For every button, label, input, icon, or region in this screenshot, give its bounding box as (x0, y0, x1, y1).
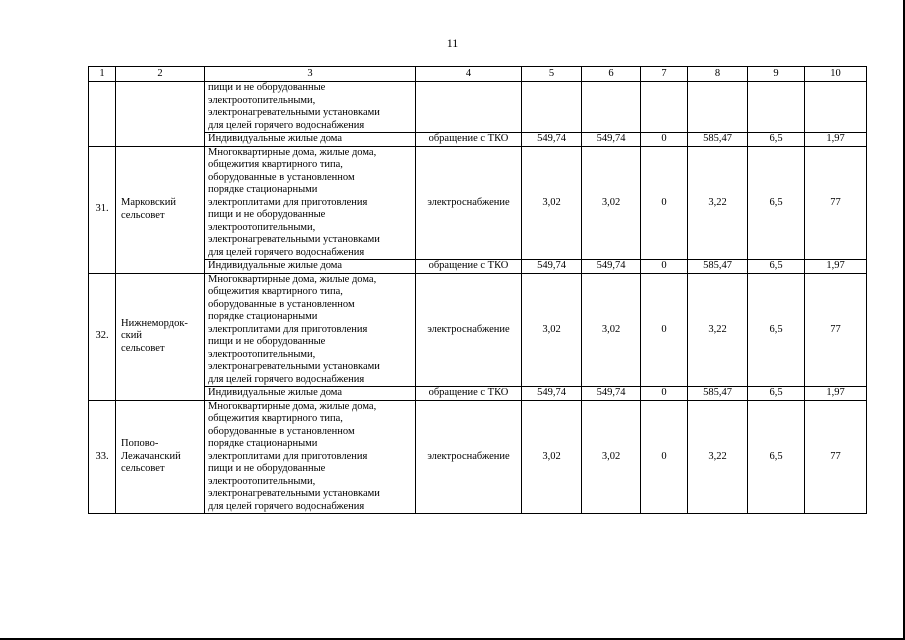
value-cell-v5: 3,02 (522, 400, 582, 514)
category-line: электроплитами для приготовления (208, 196, 368, 208)
value-cell-v7: 0 (641, 260, 688, 274)
column-header: 1 (89, 67, 116, 82)
category-line: Многоквартирные дома, жилые дома, (208, 273, 377, 285)
column-header: 10 (805, 67, 867, 82)
category-line: электронагревательными установками (208, 234, 380, 245)
utility-service: обращение с ТКО (416, 133, 522, 147)
category-line: Многоквартирные дома, жилые дома, (208, 146, 377, 158)
value-cell-v8: 585,47 (688, 133, 748, 147)
value-cell-v8 (688, 82, 748, 133)
category-line: электроплитами для приготовления (208, 450, 368, 462)
table-row (89, 82, 867, 133)
value-cell-v5: 549,74 (522, 260, 582, 274)
utility-service (416, 82, 522, 133)
category-line: электронагревательными установками (208, 488, 380, 499)
category-line: общежития квартирного типа, (208, 413, 343, 424)
table-body (89, 82, 867, 514)
consumer-category (205, 82, 416, 133)
value-cell-v5: 3,02 (522, 146, 582, 260)
settlement-name (116, 400, 205, 514)
column-header: 8 (688, 67, 748, 82)
category-line: Индивидуальные жилые дома (208, 387, 343, 398)
column-header: 5 (522, 67, 582, 82)
settlement-name (116, 146, 205, 273)
category-line: оборудованные в установленном (208, 298, 355, 310)
utility-service: обращение с ТКО (416, 260, 522, 274)
category-line: Многоквартирные дома, жилые дома, (208, 400, 377, 412)
settlement-name-line: Марковский (121, 197, 176, 208)
value-cell-v5: 3,02 (522, 273, 582, 387)
category-line: пищи и не оборудованные (208, 463, 326, 474)
value-cell-v10: 77 (805, 400, 867, 514)
value-cell-v6: 549,74 (582, 387, 641, 401)
category-line: пищи и не оборудованные (208, 209, 326, 220)
category-line: электронагревательными установками (208, 361, 380, 372)
value-cell-v7: 0 (641, 387, 688, 401)
value-cell-v9: 6,5 (748, 260, 805, 274)
value-cell-v8: 3,22 (688, 273, 748, 387)
column-header: 2 (116, 67, 205, 82)
value-cell-v10: 1,97 (805, 387, 867, 401)
value-cell-v7 (641, 82, 688, 133)
category-line: пищи и не оборудованные (208, 82, 326, 93)
settlement-name (116, 82, 205, 147)
value-cell-v8: 585,47 (688, 387, 748, 401)
value-cell-v10: 77 (805, 273, 867, 387)
column-header: 4 (416, 67, 522, 82)
category-line: порядке стационарными (208, 184, 318, 195)
utility-service: электроснабжение (416, 146, 522, 260)
category-line: оборудованные в установленном (208, 425, 355, 437)
category-line: электронагревательными установками (208, 107, 380, 118)
settlement-name-line: Нижнемордок- (121, 317, 188, 329)
table-row (89, 133, 867, 147)
value-cell-v9: 6,5 (748, 133, 805, 147)
consumer-category (205, 146, 416, 260)
category-line: электроотопительными, (208, 348, 316, 360)
category-line: электроотопительными, (208, 221, 316, 233)
value-cell-v10: 1,97 (805, 133, 867, 147)
value-cell-v9: 6,5 (748, 400, 805, 514)
consumer-category (205, 133, 416, 147)
settlement-name-line: сельсовет (121, 342, 165, 354)
value-cell-v6 (582, 82, 641, 133)
category-line: электроплитами для приготовления (208, 323, 368, 335)
category-line: для целей горячего водоснабжения (208, 119, 365, 131)
category-line: электроотопительными, (208, 94, 316, 106)
consumer-category (205, 387, 416, 401)
utility-service: электроснабжение (416, 273, 522, 387)
table-row (89, 146, 867, 260)
value-cell-v10: 1,97 (805, 260, 867, 274)
category-line: электроотопительными, (208, 475, 316, 487)
row-number (89, 82, 116, 147)
settlement-name-line: Лежачанский (121, 450, 181, 462)
row-number: 31. (89, 146, 116, 273)
table-header-row (89, 67, 867, 82)
value-cell-v6: 3,02 (582, 400, 641, 514)
consumer-category (205, 260, 416, 274)
category-line: для целей горячего водоснабжения (208, 500, 365, 512)
value-cell-v10: 77 (805, 146, 867, 260)
column-header: 7 (641, 67, 688, 82)
value-cell-v6: 3,02 (582, 146, 641, 260)
value-cell-v9 (748, 82, 805, 133)
value-cell-v10 (805, 82, 867, 133)
category-line: для целей горячего водоснабжения (208, 373, 365, 385)
utility-service: электроснабжение (416, 400, 522, 514)
category-line: общежития квартирного типа, (208, 286, 343, 297)
value-cell-v8: 3,22 (688, 146, 748, 260)
value-cell-v6: 549,74 (582, 133, 641, 147)
value-cell-v5 (522, 82, 582, 133)
settlement-name-line: ский (121, 330, 142, 342)
tariff-table (88, 66, 867, 514)
value-cell-v5: 549,74 (522, 133, 582, 147)
value-cell-v7: 0 (641, 273, 688, 387)
settlement-name-line: сельсовет (121, 209, 165, 221)
row-number: 32. (89, 273, 116, 400)
column-header: 6 (582, 67, 641, 82)
value-cell-v7: 0 (641, 146, 688, 260)
value-cell-v7: 0 (641, 133, 688, 147)
utility-service: обращение с ТКО (416, 387, 522, 401)
value-cell-v9: 6,5 (748, 273, 805, 387)
row-number: 33. (89, 400, 116, 514)
consumer-category (205, 400, 416, 514)
value-cell-v9: 6,5 (748, 146, 805, 260)
value-cell-v5: 549,74 (522, 387, 582, 401)
value-cell-v6: 3,02 (582, 273, 641, 387)
category-line: для целей горячего водоснабжения (208, 246, 365, 258)
table-row (89, 400, 867, 514)
value-cell-v6: 549,74 (582, 260, 641, 274)
settlement-name (116, 273, 205, 400)
category-line: порядке стационарными (208, 438, 318, 449)
settlement-name-line: Попово- (121, 438, 159, 449)
table-row (89, 387, 867, 401)
consumer-category (205, 273, 416, 387)
category-line: оборудованные в установленном (208, 171, 355, 183)
category-line: Индивидуальные жилые дома (208, 133, 343, 144)
column-header: 3 (205, 67, 416, 82)
category-line: пищи и не оборудованные (208, 336, 326, 347)
value-cell-v8: 3,22 (688, 400, 748, 514)
value-cell-v9: 6,5 (748, 387, 805, 401)
settlement-name-line: сельсовет (121, 463, 165, 474)
table-row (89, 260, 867, 274)
table-row (89, 273, 867, 387)
category-line: Индивидуальные жилые дома (208, 260, 343, 271)
column-header: 9 (748, 67, 805, 82)
category-line: общежития квартирного типа, (208, 159, 343, 170)
page-number: 11 (446, 36, 459, 50)
value-cell-v8: 585,47 (688, 260, 748, 274)
value-cell-v7: 0 (641, 400, 688, 514)
category-line: порядке стационарными (208, 311, 318, 322)
